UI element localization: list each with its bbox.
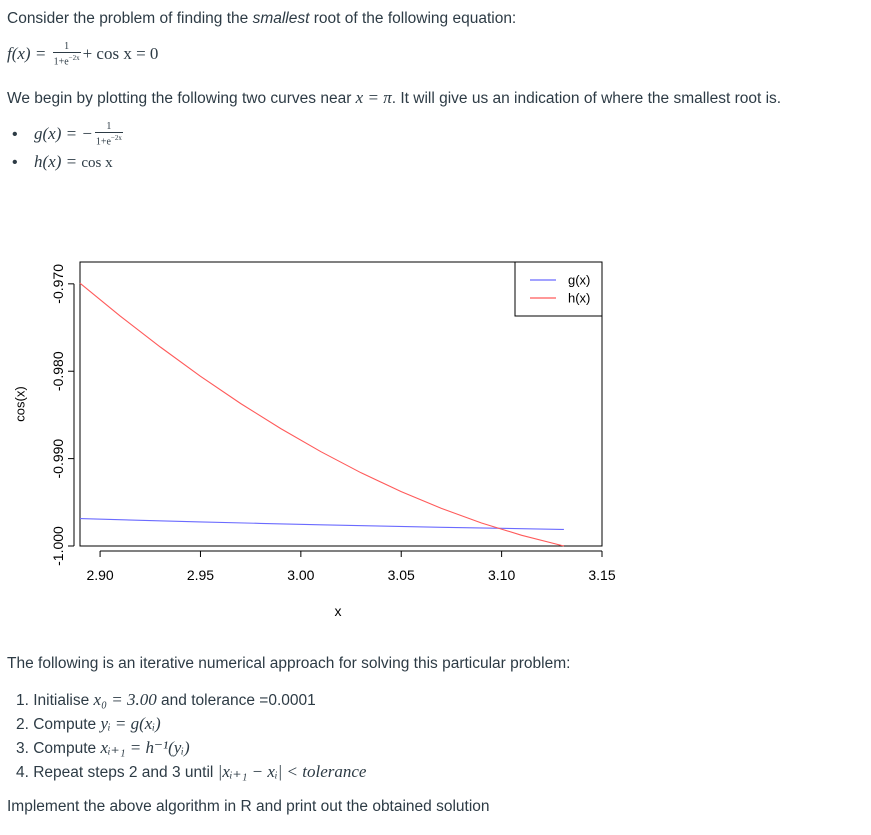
intro-emphasis: smallest xyxy=(252,10,310,27)
algorithm-steps xyxy=(16,688,366,784)
x-tick-label: 3.15 xyxy=(588,567,616,583)
bullet-dot: • xyxy=(12,154,18,171)
series-line-gx xyxy=(80,519,564,530)
step-suffix: and tolerance =0.0001 xyxy=(156,692,316,709)
legend-label: h(x) xyxy=(568,290,591,306)
y-tick-label: -0.980 xyxy=(50,351,66,392)
step-prefix: 1. Initialise xyxy=(16,692,94,709)
plot-description-suffix: . It will give us an indication of where the smallest root is. xyxy=(391,90,782,107)
legend-box xyxy=(515,262,602,316)
bullet-h-rhs: cos x xyxy=(81,155,113,171)
intro-prefix: Consider the problem of finding the xyxy=(7,10,253,27)
step-math: |xᵢ₊₁ − xᵢ| < tolerance xyxy=(217,762,367,781)
step-prefix: 4. Repeat steps 2 and 3 until xyxy=(16,764,218,781)
plot-description xyxy=(7,88,781,108)
x-tick-label: 3.05 xyxy=(387,567,415,583)
algorithm-intro: The following is an iterative numerical approach for solving this particular problem: xyxy=(7,655,571,672)
bullet-g-lhs: g(x) = − xyxy=(34,123,93,143)
denominator-exponent: −2x xyxy=(68,54,80,62)
denominator-exponent: −2x xyxy=(110,134,122,142)
y-tick-label: -0.990 xyxy=(50,438,66,479)
x-axis-label: x xyxy=(334,603,342,619)
x-tick-label: 3.00 xyxy=(287,567,315,583)
x-tick-label: 3.10 xyxy=(487,567,516,583)
series-line-hx xyxy=(80,283,564,546)
cos-chart xyxy=(0,225,640,635)
y-tick-label: -1.000 xyxy=(50,526,66,566)
y-axis-label: cos(x) xyxy=(12,386,28,422)
x-tick-label: 2.90 xyxy=(86,567,114,583)
x-tick-label: 2.95 xyxy=(186,567,215,583)
equation-f-lhs: f(x) = xyxy=(7,43,51,63)
bullet-dot: • xyxy=(12,125,18,143)
step-math: yᵢ = g(xᵢ) xyxy=(100,714,161,733)
equation-f xyxy=(7,42,158,67)
bullet-g xyxy=(12,122,125,147)
intro-suffix: root of the following equation: xyxy=(309,10,517,27)
denominator-base: 1+e xyxy=(53,56,69,68)
plot-description-math: x = π xyxy=(355,88,392,107)
fraction-denominator xyxy=(95,132,123,147)
denominator-base: 1+e xyxy=(95,136,111,148)
legend-label: g(x) xyxy=(568,272,591,288)
fraction-denominator xyxy=(53,52,81,67)
equation-f-fraction xyxy=(53,42,81,67)
step-prefix: 2. Compute xyxy=(16,716,101,733)
algorithm-step xyxy=(16,736,366,760)
closing-instruction: Implement the above algorithm in R and print out the obtained solution xyxy=(7,798,490,815)
fraction-numerator: 1 xyxy=(64,41,70,52)
algorithm-step xyxy=(16,760,366,784)
equation-f-rhs: + cos x = 0 xyxy=(82,43,159,63)
bullet-h-lhs: h(x) = xyxy=(34,152,82,171)
fraction-numerator: 1 xyxy=(106,121,112,132)
step-math: x₀ = 3.00 xyxy=(93,690,157,709)
bullet-g-fraction xyxy=(95,122,123,147)
y-tick-label: -0.970 xyxy=(50,263,66,304)
algorithm-step xyxy=(16,688,366,712)
algorithm-step xyxy=(16,712,366,736)
step-math: xᵢ₊₁ = h⁻¹(yᵢ) xyxy=(100,738,190,757)
plot-description-prefix: We begin by plotting the following two curves near xyxy=(7,90,356,107)
intro-sentence xyxy=(7,10,516,28)
step-prefix: 3. Compute xyxy=(16,740,101,757)
bullet-h xyxy=(12,152,113,172)
